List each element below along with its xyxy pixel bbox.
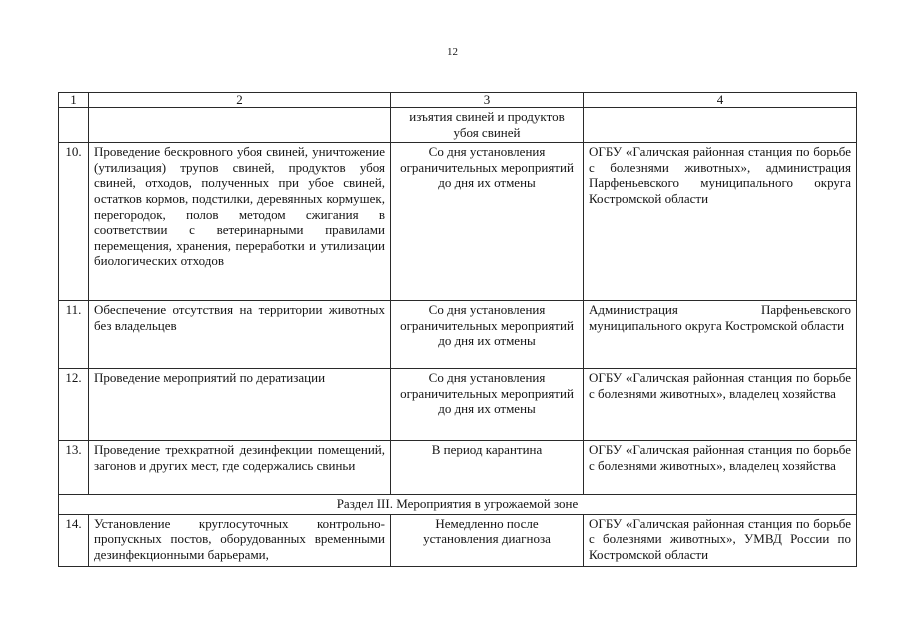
header-cell: 2: [89, 93, 391, 108]
row-number: 11.: [59, 301, 89, 369]
page-number: 12: [447, 46, 458, 58]
responsible-cell: ОГБУ «Галичская районная станция по борьбе с болезнями животных», администрация Парфеньевского муниципального округа Костромской области: [584, 143, 857, 301]
table-row: [59, 301, 857, 369]
responsible-cell: [584, 108, 857, 143]
period-cell: Немедленно после установления диагноза: [391, 514, 584, 566]
period-cell: Со дня установления ограничительных мероприятий до дня их отмены: [391, 143, 584, 301]
action-cell: Проведение мероприятий по дератизации: [89, 369, 391, 441]
action-cell: Проведение бескровного убоя свиней, уничтожение (утилизация) трупов свиней, продуктов убоя свиней, отходов, полученных при убое свиней, остатков кормов, подстилки, деревянных кормушек, перегородок, полов методом сжигания в соответствии с ветеринарными правилами перемещения, хранения, переработки и утилизации биологических отходов: [89, 143, 391, 301]
section-row: [59, 495, 857, 515]
table-row: [59, 108, 857, 143]
header-cell: 4: [584, 93, 857, 108]
row-number: 14.: [59, 514, 89, 566]
action-cell: Обеспечение отсутствия на территории животных без владельцев: [89, 301, 391, 369]
row-number: 10.: [59, 143, 89, 301]
period-cell: Со дня установления ограничительных мероприятий до дня их отмены: [391, 301, 584, 369]
action-cell: Проведение трехкратной дезинфекции помещений, загонов и других мест, где содержались свиньи: [89, 441, 391, 495]
row-number: 12.: [59, 369, 89, 441]
responsible-cell: ОГБУ «Галичская районная станция по борьбе с болезнями животных», владелец хозяйства: [584, 441, 857, 495]
responsible-cell: ОГБУ «Галичская районная станция по борьбе с болезнями животных», УМВД России по Костромской области: [584, 514, 857, 566]
action-cell: [89, 108, 391, 143]
row-number: [59, 108, 89, 143]
table-row: [59, 369, 857, 441]
period-cell: изъятия свиней и продуктов убоя свиней: [391, 108, 584, 143]
responsible-cell: Администрация Парфеньевского муниципального округа Костромской области: [584, 301, 857, 369]
section-title: Раздел III. Мероприятия в угрожаемой зоне: [59, 495, 857, 515]
row-number: 13.: [59, 441, 89, 495]
responsible-cell: ОГБУ «Галичская районная станция по борьбе с болезнями животных», владелец хозяйства: [584, 369, 857, 441]
action-cell: Установление круглосуточных контрольно-пропускных постов, оборудованных временными дезинфекционными барьерами,: [89, 514, 391, 566]
period-cell: В период карантина: [391, 441, 584, 495]
header-cell: 3: [391, 93, 584, 108]
period-cell: Со дня установления ограничительных мероприятий до дня их отмены: [391, 369, 584, 441]
measures-table: [58, 92, 857, 567]
table-row: [59, 514, 857, 566]
table-row: [59, 143, 857, 301]
header-cell: 1: [59, 93, 89, 108]
table-row: [59, 441, 857, 495]
header-row: [59, 93, 857, 108]
